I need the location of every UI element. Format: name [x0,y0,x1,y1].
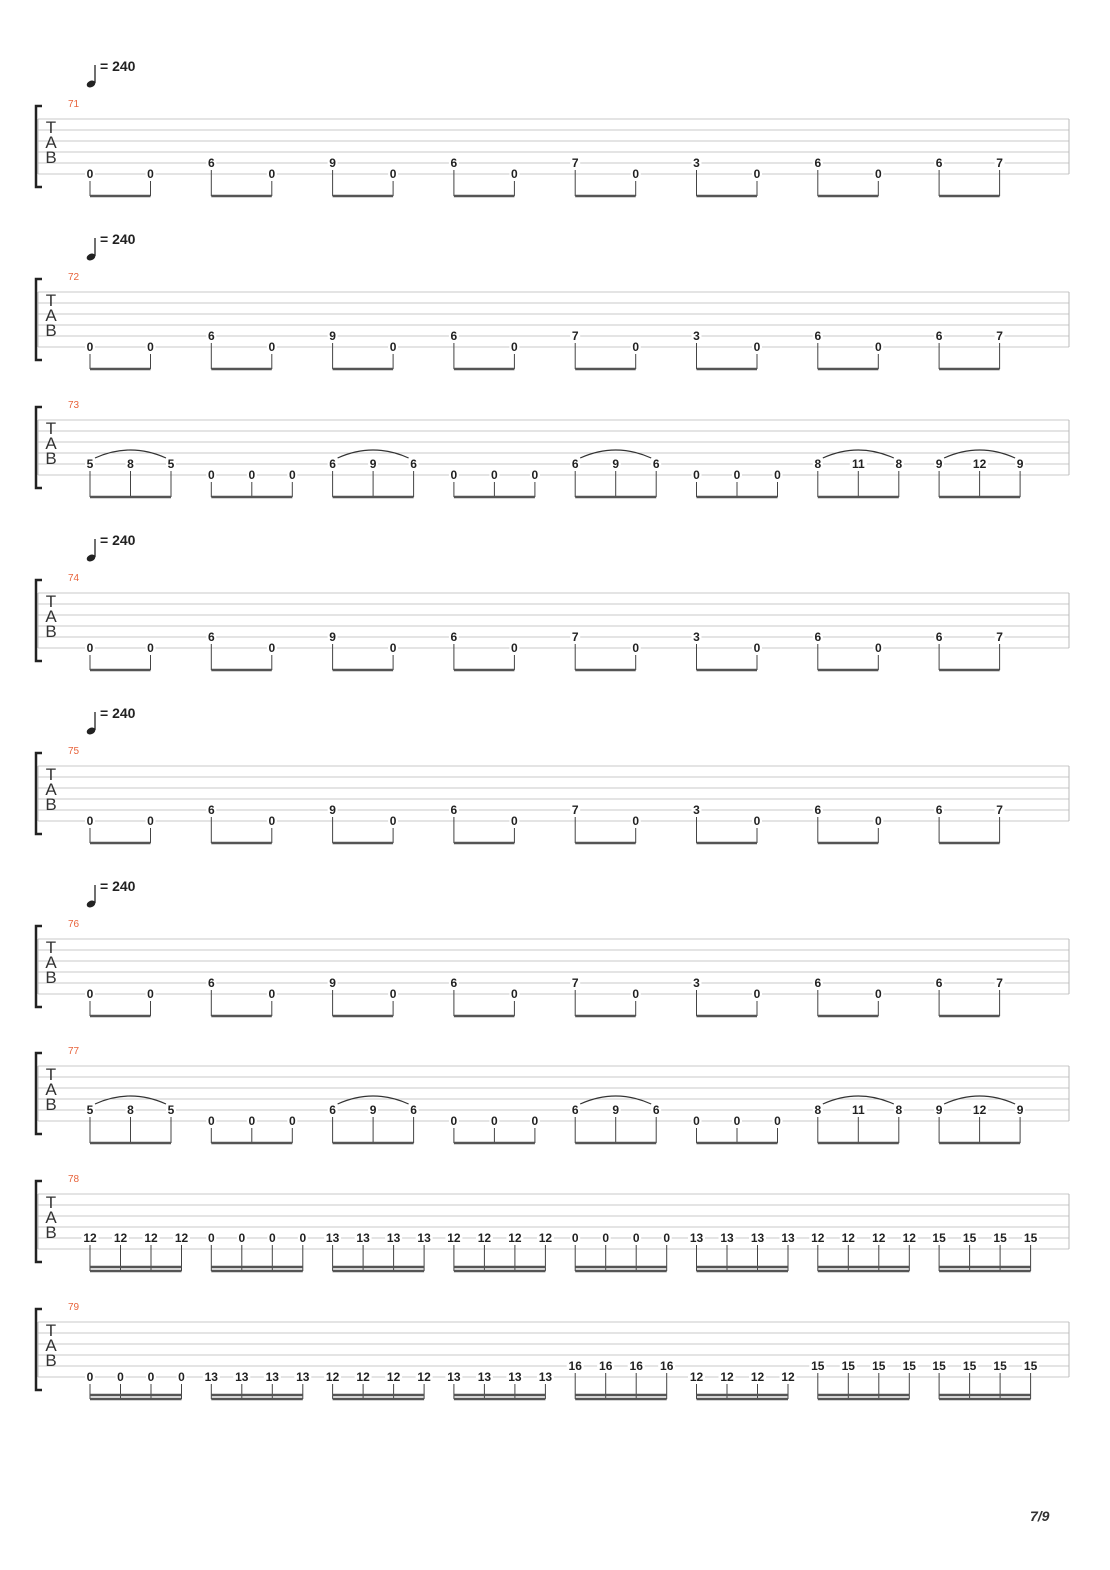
fret-number: 0 [491,468,498,482]
fret-number: 12 [113,1231,128,1245]
fret-number: 12 [972,457,987,471]
tab-clef-letter: A [45,306,57,325]
tab-clef-letter: T [45,938,57,957]
fret-number: 12 [872,1231,886,1245]
fret-number: 0 [602,1231,610,1245]
fret-number: 6 [935,976,943,990]
system-bracket [36,106,42,187]
fret-number: 0 [733,468,741,482]
fret-number: 15 [962,1231,977,1245]
fret-number: 0 [299,1231,307,1245]
fret-number: 0 [268,641,276,655]
fret-number: 3 [693,803,700,817]
fret-number: 6 [935,329,943,343]
tab-clef-letter: B [45,968,57,987]
fret-number: 9 [612,457,620,471]
fret-number: 13 [417,1231,431,1245]
fret-number: 0 [774,1114,781,1128]
tempo-marking: = 240 [100,532,136,548]
fret-number: 12 [447,1231,461,1245]
fret-number: 12 [174,1231,189,1245]
page-number: 7/9 [1030,1508,1050,1524]
fret-number: 3 [693,156,700,170]
fret-number: 0 [86,340,94,354]
fret-number: 7 [571,156,579,170]
fret-number: 0 [268,814,276,828]
fret-number: 13 [386,1231,401,1245]
fret-number: 0 [753,814,761,828]
tab-clef-letter: T [45,419,57,438]
fret-number: 0 [632,340,640,354]
tab-clef-letter: B [45,795,57,814]
fret-number: 0 [511,167,518,181]
fret-number: 0 [238,1231,246,1245]
tab-clef-letter: A [45,780,57,799]
fret-number: 9 [935,1103,943,1117]
measure-number: 72 [68,272,80,283]
system-bracket [36,1309,42,1390]
fret-number: 12 [841,1231,855,1245]
fret-number: 0 [511,814,518,828]
fret-number: 6 [207,803,215,817]
system-bracket [36,753,42,834]
fret-number: 7 [571,630,579,644]
fret-number: 8 [814,1103,822,1117]
fret-number: 15 [932,1231,946,1245]
fret-number: 7 [996,803,1003,817]
fret-number: 12 [538,1231,553,1245]
fret-number: 6 [450,803,458,817]
fret-number: 12 [972,1103,987,1117]
fret-number: 12 [386,1370,401,1384]
fret-number: 0 [389,167,397,181]
fret-number: 13 [689,1231,704,1245]
system-bracket [36,1181,42,1262]
system-bracket [36,279,42,360]
fret-number: 0 [207,468,215,482]
fret-number: 0 [511,641,518,655]
fret-number: 12 [83,1231,97,1245]
fret-number: 0 [86,641,94,655]
fret-number: 9 [935,457,943,471]
fret-number: 0 [389,641,397,655]
fret-number: 6 [207,156,215,170]
fret-number: 9 [369,1103,377,1117]
fret-number: 13 [750,1231,765,1245]
fret-number: 8 [127,457,134,471]
fret-number: 0 [753,641,761,655]
measure-number: 74 [68,573,80,584]
fret-number: 0 [268,1231,276,1245]
tempo-marking: = 240 [100,231,136,247]
fret-number: 0 [450,1114,458,1128]
fret-number: 3 [693,630,700,644]
fret-number: 13 [325,1231,340,1245]
fret-number: 12 [477,1231,492,1245]
tab-clef-letter: A [45,1208,57,1227]
tab-clef-letter: A [45,434,57,453]
fret-number: 0 [874,987,882,1001]
fret-number: 13 [296,1370,310,1384]
fret-number: 6 [450,630,458,644]
fret-number: 6 [935,803,943,817]
fret-number: 12 [508,1231,522,1245]
fret-number: 7 [571,329,579,343]
fret-number: 13 [447,1370,461,1384]
fret-number: 0 [86,814,94,828]
fret-number: 16 [599,1359,613,1373]
fret-number: 9 [329,156,336,170]
fret-number: 0 [389,340,397,354]
fret-number: 5 [86,1103,94,1117]
fret-number: 0 [86,167,94,181]
fret-number: 12 [417,1370,431,1384]
fret-number: 0 [874,167,882,181]
fret-number: 0 [147,814,154,828]
fret-number: 0 [147,1370,155,1384]
fret-number: 15 [932,1359,946,1373]
fret-number: 6 [450,976,458,990]
fret-number: 12 [144,1231,158,1245]
fret-number: 0 [268,167,276,181]
fret-number: 7 [996,156,1003,170]
fret-number: 15 [872,1359,886,1373]
fret-number: 12 [811,1231,825,1245]
fret-number: 0 [207,1114,215,1128]
fret-number: 0 [268,340,276,354]
fret-number: 0 [389,814,397,828]
fret-number: 7 [996,329,1003,343]
fret-number: 0 [147,641,154,655]
fret-number: 6 [935,156,943,170]
fret-number: 6 [814,976,822,990]
fret-number: 0 [753,340,761,354]
fret-number: 9 [612,1103,620,1117]
fret-number: 0 [248,468,256,482]
fret-number: 7 [571,976,579,990]
fret-number: 0 [632,814,640,828]
fret-number: 13 [477,1370,492,1384]
fret-number: 9 [1016,457,1024,471]
tab-clef-letter: A [45,1080,57,1099]
fret-number: 0 [733,1114,741,1128]
tab-clef-letter: B [45,622,57,641]
system-bracket [36,926,42,1007]
tab-clef-letter: A [45,953,57,972]
fret-number: 3 [693,329,700,343]
fret-number: 15 [993,1231,1007,1245]
fret-number: 8 [895,457,903,471]
system-bracket [36,580,42,661]
fret-number: 6 [571,1103,579,1117]
tab-clef-letter: B [45,1351,57,1370]
fret-number: 6 [814,156,822,170]
fret-number: 6 [207,976,215,990]
fret-number: 0 [117,1370,124,1384]
fret-number: 6 [329,1103,336,1117]
tempo-marking: = 240 [100,58,136,74]
fret-number: 8 [127,1103,134,1117]
fret-number: 6 [207,630,215,644]
fret-number: 13 [781,1231,795,1245]
fret-number: 7 [996,630,1003,644]
measure-number: 79 [68,1302,80,1313]
fret-number: 6 [814,803,822,817]
fret-number: 0 [874,641,882,655]
fret-number: 9 [329,329,336,343]
fret-number: 5 [86,457,94,471]
fret-number: 6 [450,156,458,170]
fret-number: 6 [450,329,458,343]
tab-clef-letter: T [45,1065,57,1084]
fret-number: 0 [511,340,518,354]
fret-number: 9 [1016,1103,1024,1117]
fret-number: 12 [781,1370,795,1384]
fret-number: 7 [571,803,579,817]
fret-number: 6 [410,1103,417,1117]
fret-number: 12 [902,1231,916,1245]
fret-number: 0 [632,987,640,1001]
fret-number: 6 [410,457,417,471]
tab-clef-letter: B [45,321,57,340]
fret-number: 11 [851,457,865,471]
tab-clef-letter: T [45,1193,57,1212]
tab-clef-letter: T [45,765,57,784]
fret-number: 6 [814,329,822,343]
fret-number: 6 [935,630,943,644]
fret-number: 0 [663,1231,671,1245]
measure-number: 75 [68,746,80,757]
fret-number: 0 [774,468,781,482]
fret-number: 15 [841,1359,855,1373]
fret-number: 0 [268,987,276,1001]
fret-number: 12 [720,1370,734,1384]
fret-number: 13 [538,1370,553,1384]
fret-number: 6 [814,630,822,644]
fret-number: 5 [167,1103,175,1117]
fret-number: 0 [389,987,397,1001]
fret-number: 9 [329,976,336,990]
fret-number: 0 [450,468,458,482]
tab-clef-letter: B [45,449,57,468]
fret-number: 0 [147,340,154,354]
fret-number: 0 [147,987,154,1001]
fret-number: 12 [325,1370,340,1384]
tab-clef-letter: A [45,133,57,152]
fret-number: 0 [753,167,761,181]
fret-number: 6 [652,457,660,471]
fret-number: 0 [207,1231,215,1245]
fret-number: 0 [288,1114,296,1128]
fret-number: 0 [874,814,882,828]
fret-number: 0 [632,167,640,181]
fret-number: 0 [511,987,518,1001]
fret-number: 0 [147,167,154,181]
fret-number: 6 [329,457,336,471]
system-bracket [36,407,42,488]
fret-number: 16 [568,1359,582,1373]
fret-number: 13 [508,1370,522,1384]
fret-number: 6 [207,329,215,343]
fret-number: 9 [329,630,336,644]
fret-number: 0 [531,468,539,482]
fret-number: 12 [356,1370,370,1384]
fret-number: 13 [265,1370,279,1384]
fret-number: 16 [660,1359,674,1373]
fret-number: 13 [720,1231,734,1245]
fret-number: 0 [693,468,700,482]
fret-number: 8 [895,1103,903,1117]
fret-number: 0 [248,1114,256,1128]
fret-number: 0 [632,1231,640,1245]
tab-clef-letter: T [45,592,57,611]
fret-number: 9 [329,803,336,817]
fret-number: 0 [632,641,640,655]
fret-number: 0 [288,468,296,482]
tab-clef-letter: T [45,1321,57,1340]
measure-number: 73 [68,400,80,411]
fret-number: 15 [1023,1359,1038,1373]
fret-number: 0 [86,1370,94,1384]
fret-number: 15 [902,1359,916,1373]
measure-number: 76 [68,919,80,930]
fret-number: 0 [491,1114,498,1128]
tab-clef-letter: A [45,607,57,626]
fret-number: 9 [369,457,377,471]
tempo-marking: = 240 [100,878,136,894]
fret-number: 15 [993,1359,1007,1373]
fret-number: 13 [356,1231,370,1245]
fret-number: 0 [178,1370,185,1384]
tab-clef-letter: T [45,291,57,310]
tempo-marking: = 240 [100,705,136,721]
tab-clef-letter: T [45,118,57,137]
fret-number: 15 [1023,1231,1038,1245]
tab-clef-letter: A [45,1336,57,1355]
fret-number: 0 [874,340,882,354]
fret-number: 15 [962,1359,977,1373]
fret-number: 0 [531,1114,539,1128]
fret-number: 7 [996,976,1003,990]
fret-number: 8 [814,457,822,471]
fret-number: 0 [693,1114,700,1128]
fret-number: 15 [811,1359,825,1373]
tab-clef-letter: B [45,1095,57,1114]
measure-number: 78 [68,1174,80,1185]
fret-number: 12 [750,1370,765,1384]
fret-number: 13 [235,1370,249,1384]
measure-number: 77 [68,1046,80,1057]
fret-number: 5 [167,457,175,471]
tab-clef-letter: B [45,148,57,167]
fret-number: 0 [753,987,761,1001]
measure-number: 71 [68,99,80,110]
fret-number: 6 [571,457,579,471]
fret-number: 13 [204,1370,218,1384]
fret-number: 16 [629,1359,643,1373]
fret-number: 12 [689,1370,704,1384]
fret-number: 6 [652,1103,660,1117]
system-bracket [36,1053,42,1134]
fret-number: 3 [693,976,700,990]
tab-clef-letter: B [45,1223,57,1242]
fret-number: 0 [86,987,94,1001]
fret-number: 11 [851,1103,865,1117]
fret-number: 0 [571,1231,579,1245]
